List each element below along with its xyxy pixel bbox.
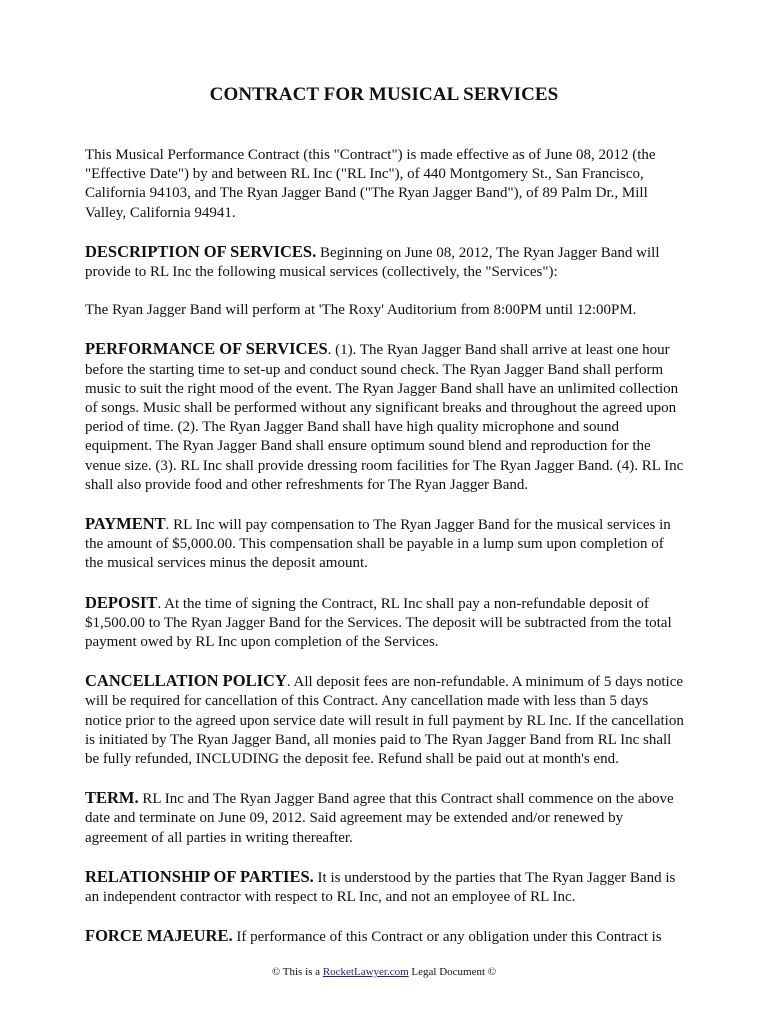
performance-paragraph [85, 339, 685, 495]
cancellation-heading: CANCELLATION POLICY [85, 671, 287, 691]
force-majeure-paragraph [85, 926, 685, 947]
relationship-heading: RELATIONSHIP OF PARTIES. [85, 866, 314, 886]
force-majeure-heading: FORCE MAJEURE. [85, 926, 233, 946]
relationship-text: It is understood by the parties that The Ryan Jagger Band is an independent contractor with respect to RL Inc, and not an employee of RL Inc. [85, 869, 676, 906]
payment-heading: PAYMENT [85, 514, 166, 534]
footer-suffix: Legal Document © [408, 966, 497, 978]
deposit-paragraph [85, 593, 685, 653]
description-text: Beginning on June 08, 2012, The Ryan Jagger Band will provide to RL Inc the following musical services (collectively, the "Services"): [85, 244, 660, 281]
term-paragraph [85, 788, 685, 848]
term-heading: TERM. [85, 788, 139, 808]
rocketlawyer-link[interactable]: RocketLawyer.com [322, 966, 409, 978]
cancellation-paragraph [85, 671, 685, 769]
payment-paragraph [85, 514, 685, 574]
intro-paragraph: This Musical Performance Contract (this "Contract") is made effective as of June 08, 2012 (the "Effective Date") by and between RL Inc ("RL Inc"), of 440 Montgomery St., San Francisco, California 94103, and The Ryan Jagger Band ("The Ryan Jagger Band"), of 89 Palm Dr., Mill Valley, California 94941. [85, 147, 656, 221]
performance-text: . (1). The Ryan Jagger Band shall arrive at least one hour before the starting time to set-up and conduct sound check. The Ryan Jagger Band shall perform music to suit the right mood of the event. The Ryan Jagger Band shall have an unlimited collection of songs. Music shall be performed without any significant breaks and throughout the agreed upon period of time. (2). The Ryan Jagger Band shall have high quality microphone and sound equipment. The Ryan Jagger Band shall ensure optimum sound blend and reproduction for the venue size. (3). RL Inc shall provide dressing room facilities for The Ryan Jagger Band. (4). RL Inc shall also provide food and other refreshments for The Ryan Jagger Band. [85, 342, 684, 493]
page-footer [0, 966, 768, 978]
performance-detail-paragraph: The Ryan Jagger Band will perform at 'The Roxy' Auditorium from 8:00PM until 12:00PM. [85, 302, 637, 319]
performance-heading: PERFORMANCE OF SERVICES [85, 339, 328, 359]
description-heading: DESCRIPTION OF SERVICES. [85, 241, 317, 261]
payment-text: . RL Inc will pay compensation to The Ryan Jagger Band for the musical services in the amount of $5,000.00. This compensation shall be payable in a lump sum upon completion of the musical services minus the deposit amount. [85, 517, 671, 572]
deposit-heading: DEPOSIT [85, 592, 158, 612]
relationship-paragraph [85, 867, 685, 907]
document-body [85, 146, 685, 967]
force-majeure-text: If performance of this Contract or any obligation under this Contract is [232, 929, 662, 946]
footer-prefix: © This is a [271, 966, 323, 978]
cancellation-text: . All deposit fees are non-refundable. A minimum of 5 days notice will be required for cancellation of this Contract. Any cancellation made with less than 5 days notice prior to the agreed upon service date will result in full payment by RL Inc. If the cancellation is initiated by The Ryan Jagger Band, all monies paid to The Ryan Jagger Band from RL Inc shall be fully refunded, INCLUDING the deposit fee. Refund shall be paid out at month's end. [85, 674, 684, 768]
document-title: CONTRACT FOR MUSICAL SERVICES [209, 84, 559, 105]
description-paragraph [85, 242, 685, 282]
deposit-text: . At the time of signing the Contract, RL Inc shall pay a non-refundable deposit of $1,500.00 to The Ryan Jagger Band for the Services. The deposit will be subtracted from the total payment owed by RL Inc upon completion of the Services. [85, 595, 672, 651]
term-text: RL Inc and The Ryan Jagger Band agree that this Contract shall commence on the above date and terminate on June 09, 2012. Said agreement may be extended and/or renewed by agreement of all parties in writing thereafter. [85, 791, 674, 846]
